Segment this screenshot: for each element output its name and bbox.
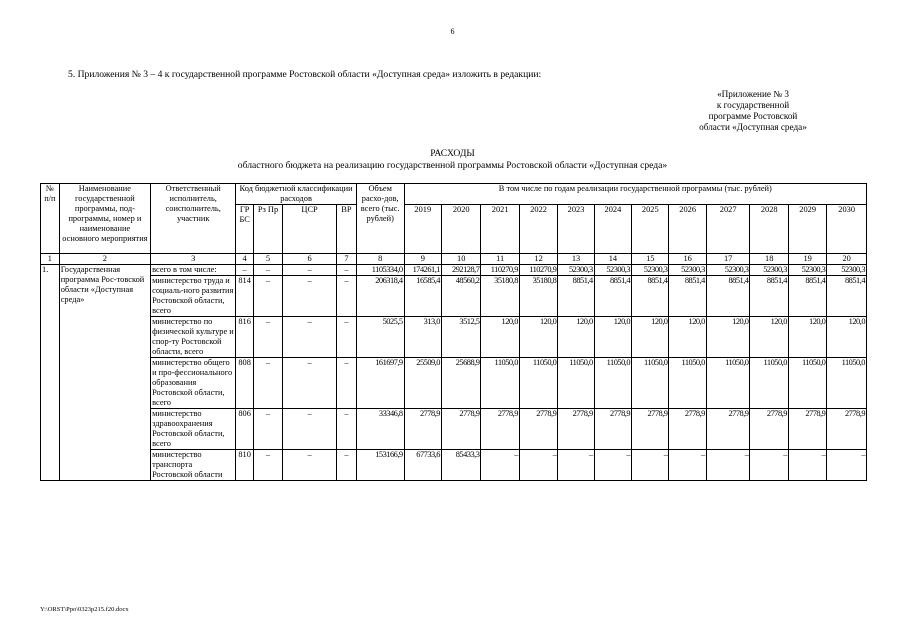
year-value-cell: – (706, 450, 750, 481)
year-value-cell: – (558, 450, 594, 481)
header-year: 2027 (706, 205, 750, 254)
vr-cell: – (337, 317, 357, 358)
year-value-cell: – (827, 450, 867, 481)
executor-cell: министерство труда и социаль-ного развития Ростовской области, всего (151, 276, 236, 317)
table-row (41, 317, 867, 358)
year-value-cell: 35180,8 (481, 276, 519, 317)
year-value-cell: – (669, 450, 706, 481)
year-value-cell: 8851,4 (827, 276, 867, 317)
column-number-cell: 8 (356, 254, 404, 265)
year-value-cell: 2778,9 (788, 409, 826, 450)
year-value-cell: 52300,3 (558, 265, 594, 276)
year-value-cell: 2778,9 (750, 409, 788, 450)
year-value-cell: 2778,9 (706, 409, 750, 450)
rzpr-cell: – (253, 358, 282, 409)
column-number-cell: 3 (151, 254, 236, 265)
program-number-cell: 1. (41, 265, 60, 481)
appendix-note (653, 89, 853, 133)
executor-cell: всего в том числе: (151, 265, 236, 276)
year-value-cell: 16585,4 (404, 276, 441, 317)
appendix-line: «Приложение № 3 (717, 89, 789, 99)
year-value-cell: 8851,4 (750, 276, 788, 317)
year-value-cell: 120,0 (827, 317, 867, 358)
header-grbs: ГР БС (236, 205, 254, 254)
year-value-cell: 35180,8 (519, 276, 557, 317)
grbs-cell: 808 (236, 358, 254, 409)
column-number-cell: 20 (827, 254, 867, 265)
year-value-cell: 8851,4 (788, 276, 826, 317)
file-path-footer: Y:\ORST\Ppo\0323p215.f20.docx (40, 606, 129, 613)
year-value-cell: 52300,3 (632, 265, 669, 276)
header-year: 2030 (827, 205, 867, 254)
csr-cell: – (283, 265, 337, 276)
table-row (41, 450, 867, 481)
year-value-cell: 52300,3 (706, 265, 750, 276)
total-cell: 161697,9 (356, 358, 404, 409)
year-value-cell: 11050,0 (669, 358, 706, 409)
vr-cell: – (337, 358, 357, 409)
header-rzpr: Рз Пр (253, 205, 282, 254)
year-value-cell: 85433,3 (441, 450, 480, 481)
header-name: Наименование государственной программы, под-программы, номер и наименование основного мероприятия (59, 184, 150, 254)
total-cell: 5025,5 (356, 317, 404, 358)
total-cell: 33346,8 (356, 409, 404, 450)
year-value-cell: 52300,3 (594, 265, 631, 276)
year-value-cell: 52300,3 (827, 265, 867, 276)
vr-cell: – (337, 265, 357, 276)
year-value-cell: 3512,5 (441, 317, 480, 358)
year-value-cell: 120,0 (594, 317, 631, 358)
year-value-cell: 120,0 (706, 317, 750, 358)
year-value-cell: – (594, 450, 631, 481)
header-year: 2021 (481, 205, 519, 254)
grbs-cell: – (236, 265, 254, 276)
csr-cell: – (283, 358, 337, 409)
column-number-cell: 18 (750, 254, 788, 265)
column-number-cell: 9 (404, 254, 441, 265)
year-value-cell: 8851,4 (706, 276, 750, 317)
executor-cell: министерство по физической культуре и спор-ту Ростовской области, всего (151, 317, 236, 358)
column-number-row (41, 254, 867, 265)
header-year: 2020 (441, 205, 480, 254)
csr-cell: – (283, 317, 337, 358)
appendix-line: программе Ростовской (708, 111, 798, 121)
year-value-cell: 52300,3 (750, 265, 788, 276)
year-value-cell: 2778,9 (669, 409, 706, 450)
table-row (41, 358, 867, 409)
header-csr: ЦСР (283, 205, 337, 254)
column-number-cell: 15 (632, 254, 669, 265)
csr-cell: – (283, 276, 337, 317)
column-number-cell: 1 (41, 254, 60, 265)
year-value-cell: 110270,9 (519, 265, 557, 276)
year-value-cell: 120,0 (558, 317, 594, 358)
grbs-cell: 806 (236, 409, 254, 450)
grbs-cell: 814 (236, 276, 254, 317)
executor-cell: министерство общего и про-фессионального образования Ростовской области, всего (151, 358, 236, 409)
rzpr-cell: – (253, 265, 282, 276)
document-title-block (0, 148, 905, 171)
appendix-line: области «Доступная среда» (699, 122, 807, 132)
column-number-cell: 12 (519, 254, 557, 265)
column-number-cell: 2 (59, 254, 150, 265)
year-value-cell: 120,0 (632, 317, 669, 358)
rzpr-cell: – (253, 317, 282, 358)
vr-cell: – (337, 276, 357, 317)
year-value-cell: – (750, 450, 788, 481)
total-cell: 1105334,0 (356, 265, 404, 276)
header-year: 2023 (558, 205, 594, 254)
total-cell: 153166,9 (356, 450, 404, 481)
year-value-cell: 11050,0 (481, 358, 519, 409)
year-value-cell: – (632, 450, 669, 481)
year-value-cell: 120,0 (481, 317, 519, 358)
year-value-cell: – (788, 450, 826, 481)
column-number-cell: 19 (788, 254, 826, 265)
document-title: РАСХОДЫ (430, 148, 475, 159)
header-year: 2028 (750, 205, 788, 254)
csr-cell: – (283, 409, 337, 450)
year-value-cell: 2778,9 (827, 409, 867, 450)
year-value-cell: 8851,4 (594, 276, 631, 317)
header-code-group: Код бюджетной классификации расходов (236, 184, 357, 205)
year-value-cell: 2778,9 (594, 409, 631, 450)
header-year: 2022 (519, 205, 557, 254)
year-value-cell: 120,0 (519, 317, 557, 358)
appendix-line: к государственной (716, 100, 790, 110)
year-value-cell: 2778,9 (404, 409, 441, 450)
rzpr-cell: – (253, 409, 282, 450)
header-year: 2024 (594, 205, 631, 254)
executor-cell: министерство транспорта Ростовской области (151, 450, 236, 481)
year-value-cell: 2778,9 (632, 409, 669, 450)
year-value-cell: 11050,0 (750, 358, 788, 409)
budget-table-body (41, 265, 867, 481)
header-executor: Ответственный исполнитель, соисполнитель, участник (151, 184, 236, 254)
year-value-cell: 313,0 (404, 317, 441, 358)
table-row (41, 276, 867, 317)
column-number-cell: 13 (558, 254, 594, 265)
document-subtitle: областного бюджета на реализацию государственной программы Ростовской области «Доступная среда» (237, 159, 668, 171)
column-number-cell: 6 (283, 254, 337, 265)
year-value-cell: 25509,0 (404, 358, 441, 409)
column-number-cell: 16 (669, 254, 706, 265)
column-number-cell: 4 (236, 254, 254, 265)
budget-table (40, 183, 867, 481)
year-value-cell: 25688,9 (441, 358, 480, 409)
year-value-cell: 8851,4 (558, 276, 594, 317)
total-cell: 206318,4 (356, 276, 404, 317)
intro-text: 5. Приложения № 3 – 4 к государственной программе Ростовской области «Доступная среда» изложить в редакции: (68, 69, 542, 80)
vr-cell: – (337, 409, 357, 450)
executor-cell: министерство здравоохранения Ростовской области, всего (151, 409, 236, 450)
column-number-cell: 7 (337, 254, 357, 265)
grbs-cell: 816 (236, 317, 254, 358)
table-row (41, 265, 867, 276)
year-value-cell: 2778,9 (558, 409, 594, 450)
year-value-cell: 11050,0 (706, 358, 750, 409)
year-value-cell: 292128,7 (441, 265, 480, 276)
year-value-cell: 8851,4 (669, 276, 706, 317)
year-value-cell: 48560,2 (441, 276, 480, 317)
year-value-cell: 120,0 (669, 317, 706, 358)
csr-cell: – (283, 450, 337, 481)
year-value-cell: 11050,0 (594, 358, 631, 409)
year-value-cell: 120,0 (750, 317, 788, 358)
year-value-cell: 11050,0 (788, 358, 826, 409)
header-total: Объем расхо-дов, всего (тыс. рублей) (356, 184, 404, 254)
year-value-cell: 2778,9 (441, 409, 480, 450)
header-year: 2026 (669, 205, 706, 254)
year-value-cell: 174261,1 (404, 265, 441, 276)
header-years-group: В том числе по годам реализации государственной программы (тыс. рублей) (404, 184, 866, 205)
year-value-cell: 52300,3 (788, 265, 826, 276)
column-number-cell: 11 (481, 254, 519, 265)
year-value-cell: 2778,9 (481, 409, 519, 450)
year-value-cell: 11050,0 (519, 358, 557, 409)
header-num: № п/п (41, 184, 60, 254)
rzpr-cell: – (253, 450, 282, 481)
year-value-cell: 11050,0 (632, 358, 669, 409)
column-number-cell: 10 (441, 254, 480, 265)
table-row (41, 409, 867, 450)
year-value-cell: 2778,9 (519, 409, 557, 450)
page-number: 6 (450, 27, 455, 36)
header-year: 2029 (788, 205, 826, 254)
year-value-cell: – (519, 450, 557, 481)
header-vr: ВР (337, 205, 357, 254)
vr-cell: – (337, 450, 357, 481)
year-value-cell: 8851,4 (632, 276, 669, 317)
rzpr-cell: – (253, 276, 282, 317)
header-year: 2025 (632, 205, 669, 254)
year-value-cell: 120,0 (788, 317, 826, 358)
header-year: 2019 (404, 205, 441, 254)
column-number-cell: 14 (594, 254, 631, 265)
year-value-cell: 11050,0 (558, 358, 594, 409)
grbs-cell: 810 (236, 450, 254, 481)
year-value-cell: 67733,6 (404, 450, 441, 481)
column-number-cell: 17 (706, 254, 750, 265)
year-value-cell: 110270,9 (481, 265, 519, 276)
column-number-cell: 5 (253, 254, 282, 265)
year-value-cell: 11050,0 (827, 358, 867, 409)
header-row-1 (41, 184, 867, 205)
program-name-cell: Государственная программа Рос-товской области «Доступная среда» (59, 265, 150, 481)
year-value-cell: – (481, 450, 519, 481)
year-value-cell: 52300,3 (669, 265, 706, 276)
